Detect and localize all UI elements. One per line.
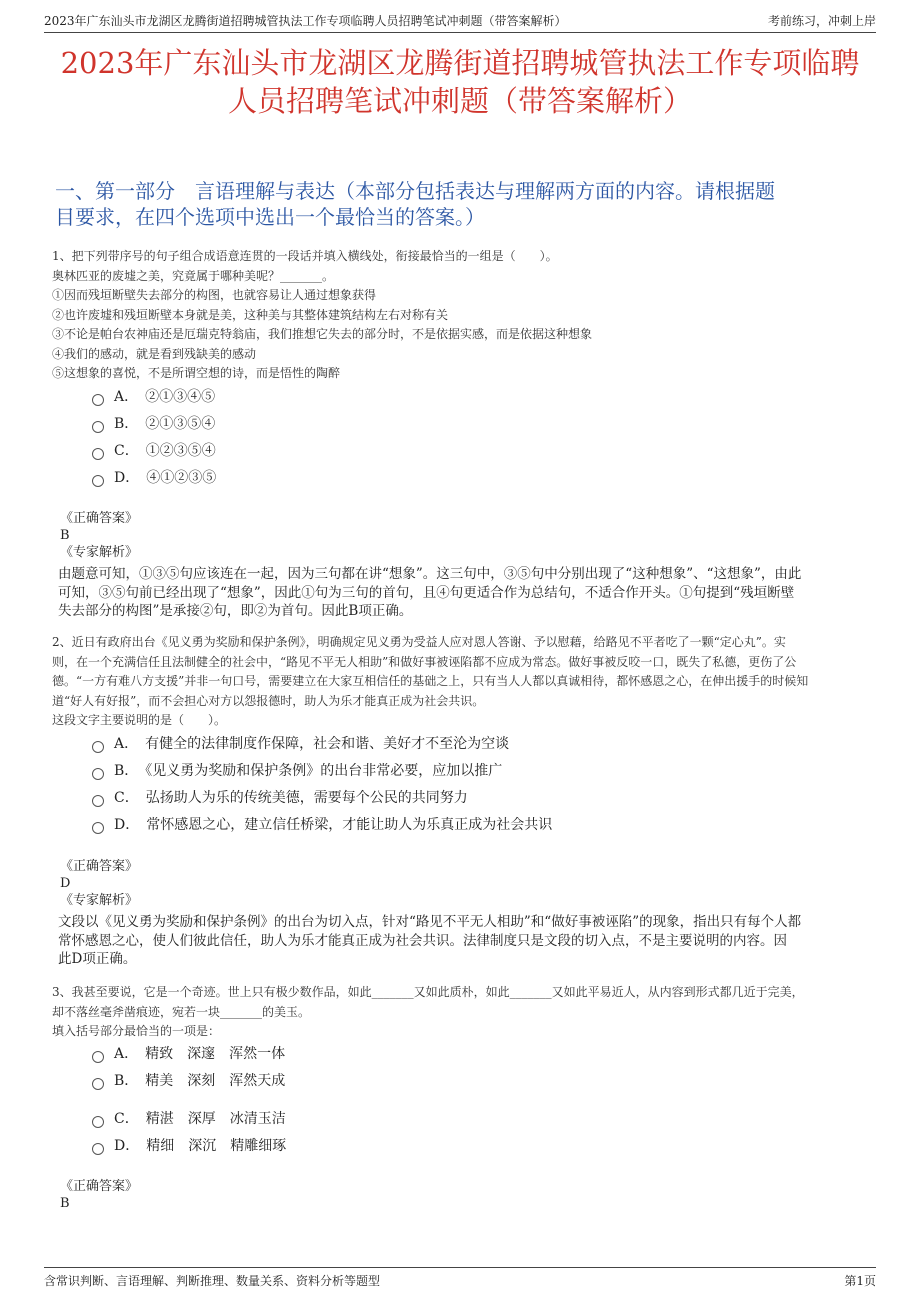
radio-icon[interactable] xyxy=(92,741,104,753)
question-2-line: 德。“一方有难八方支援”并非一句口号，需要建立在大家互相信任的基础之上，只有当人人都以真诚相待，都怀感恩之心，在伸出援手的时候知 xyxy=(52,674,809,688)
page-title xyxy=(44,44,876,120)
question-3-line: 填入括号部分最恰当的一项是： xyxy=(52,1024,221,1038)
question-1-line: 1、把下列带序号的句子组合成语意连贯的一段话并填入横线处，衔接最恰当的一组是（ ）。 xyxy=(52,249,558,263)
option-label: A． 精致 深邃 浑然一体 xyxy=(114,1046,286,1062)
question-3-line: 3、我甚至要说，它是一个奇迹。世上只有极少数作品，如此_______又如此质朴，如此_______又如此平易近人，从内容到形式都几近于完美， xyxy=(52,985,804,999)
question-2-stem xyxy=(52,633,882,731)
question-1-line: ②也许废墟和残垣断壁本身就是美，这种美与其整体建筑结构左右对称有关 xyxy=(52,307,449,322)
answer-value: B xyxy=(60,528,70,543)
question-2-line: 则，在一个充满信任且法制健全的社会中，“路见不平无人相助”和做好事被诬陷都不应成为常态。做好事被反咬一口，既失了私德，更伤了公 xyxy=(52,654,797,669)
question-3-option-c[interactable] xyxy=(92,1108,286,1128)
option-label: C． ①②③⑤④ xyxy=(114,443,216,459)
question-2-option-b[interactable] xyxy=(92,760,502,780)
option-label: B． 《见义勇为奖励和保护条例》的出台非常必要，应加以推广 xyxy=(114,763,503,779)
footer-divider xyxy=(44,1267,876,1268)
question-1-line: ①因而残垣断壁失去部分的构图，也就容易让人通过想象获得 xyxy=(52,288,377,302)
header-doc-title: 2023年广东汕头市龙湖区龙腾街道招聘城管执法工作专项临聘人员招聘笔试冲刺题（带答案解析） xyxy=(44,14,567,28)
answer-label: 《正确答案》 xyxy=(60,511,139,526)
page-title-line-2: 人员招聘笔试冲刺题（带答案解析） xyxy=(227,84,692,118)
question-1-option-b[interactable] xyxy=(92,413,215,433)
option-label: A． 有健全的法律制度作保障，社会和谐、美好才不至沦为空谈 xyxy=(114,736,510,752)
option-label: B． ②①③⑤④ xyxy=(114,416,216,432)
question-1-option-c[interactable] xyxy=(92,440,216,460)
question-3-option-d[interactable] xyxy=(92,1135,286,1155)
question-1-option-d[interactable] xyxy=(92,467,216,487)
explanation-label: 《专家解析》 xyxy=(60,893,139,908)
radio-icon[interactable] xyxy=(92,1143,104,1155)
answer-value: B xyxy=(60,1196,70,1211)
question-3-option-a[interactable] xyxy=(92,1043,285,1063)
question-1-line: ⑤这想象的喜悦，不是所谓空想的诗，而是悟性的陶醉 xyxy=(52,366,341,380)
radio-icon[interactable] xyxy=(92,1051,104,1063)
radio-icon[interactable] xyxy=(92,822,104,834)
question-3-line: 却不落丝毫斧凿痕迹，宛若一块_______的美玉。 xyxy=(52,1004,311,1019)
option-label: C． 精湛 深厚 冰清玉洁 xyxy=(114,1111,286,1127)
section-heading-line-2: 目要求，在四个选项中选出一个最恰当的答案。） xyxy=(55,205,485,229)
question-1-explanation xyxy=(58,565,873,621)
option-label: C． 弘扬助人为乐的传统美德，需要每个公民的共同努力 xyxy=(114,790,468,806)
explanation-line: 由题意可知，①③⑤句应该连在一起，因为三句都在讲“想象”。这三句中，③⑤句中分别出现了“这种想象”、“这想象”，由此 xyxy=(58,566,802,582)
header-slogan: 考前练习，冲刺上岸 xyxy=(767,14,876,28)
answer-label: 《正确答案》 xyxy=(60,1179,139,1194)
question-2-line: 道“好人有好报”，而不会担心对方以怨报德时，助人为乐才能真正成为社会共识。 xyxy=(52,693,485,708)
question-1-stem xyxy=(52,247,882,384)
radio-icon[interactable] xyxy=(92,1116,104,1128)
radio-icon[interactable] xyxy=(92,768,104,780)
radio-icon[interactable] xyxy=(92,421,104,433)
section-heading xyxy=(55,178,875,230)
question-1-option-a[interactable] xyxy=(92,386,215,406)
question-1-answer xyxy=(60,510,880,561)
radio-icon[interactable] xyxy=(92,795,104,807)
question-2-line: 2、近日有政府出台《见义勇为奖励和保护条例》，明确规定见义勇为受益人应对恩人答谢、予以慰藉，给路见不平者吃了一颗“定心丸”。实 xyxy=(52,635,786,649)
question-2-option-d[interactable] xyxy=(92,814,552,834)
question-3-answer xyxy=(60,1178,880,1212)
answer-value: D xyxy=(60,876,71,891)
question-2-line: 这段文字主要说明的是（ ）。 xyxy=(52,713,227,727)
page-title-line-1: 2023年广东汕头市龙湖区龙腾街道招聘城管执法工作专项临聘 xyxy=(60,46,860,80)
question-1-line: ③不论是帕台农神庙还是厄瑞克特翁庙，我们推想它失去的部分时，不是依据实感，而是依据这种想象 xyxy=(52,327,593,341)
question-2-option-c[interactable] xyxy=(92,787,468,807)
explanation-line: 常怀感恩之心，使人们彼此信任，助人为乐才能真正成为社会共识。法律制度只是文段的切入点，不是主要说明的内容。因 xyxy=(58,932,787,949)
explanation-line: 失去部分的构图”是承接②句，即②为首句。因此B项正确。 xyxy=(58,603,413,619)
explanation-line: 此D项正确。 xyxy=(58,951,137,967)
question-2-explanation xyxy=(58,913,873,969)
question-3-option-b[interactable] xyxy=(92,1070,285,1090)
question-2-answer xyxy=(60,858,880,909)
option-label: D． 常怀感恩之心，建立信任桥梁，才能让助人为乐真正成为社会共识 xyxy=(114,817,553,833)
header-divider xyxy=(44,32,876,33)
question-3-stem xyxy=(52,983,882,1042)
radio-icon[interactable] xyxy=(92,394,104,406)
question-1-line: 奥林匹亚的废墟之美，究竟属于哪种美呢？_______。 xyxy=(52,268,335,283)
radio-icon[interactable] xyxy=(92,475,104,487)
question-2-option-a[interactable] xyxy=(92,733,509,753)
answer-label: 《正确答案》 xyxy=(60,859,139,874)
radio-icon[interactable] xyxy=(92,1078,104,1090)
explanation-line: 可知，③⑤句前已经出现了“想象”，因此①句为三句的首句，且④句更适合作为总结句，不适合作开头。①句提到“残垣断壁 xyxy=(58,584,795,601)
option-label: A． ②①③④⑤ xyxy=(114,389,216,405)
explanation-label: 《专家解析》 xyxy=(60,545,139,560)
page-number: 第1页 xyxy=(844,1274,876,1288)
radio-icon[interactable] xyxy=(92,448,104,460)
question-1-line: ④我们的感动，就是看到残缺美的感动 xyxy=(52,346,257,361)
option-label: D． 精细 深沉 精雕细琢 xyxy=(114,1138,287,1154)
explanation-line: 文段以《见义勇为奖励和保护条例》的出台为切入点，针对“路见不平无人相助”和“做好事被诬陷”的现象，指出只有每个人都 xyxy=(58,914,802,930)
option-label: D． ④①②③⑤ xyxy=(114,470,217,486)
option-label: B． 精美 深刻 浑然天成 xyxy=(114,1073,286,1089)
footer-note: 含常识判断、言语理解、判断推理、数量关系、资料分析等题型 xyxy=(44,1274,381,1288)
section-heading-line-1: 一、第一部分 言语理解与表达（本部分包括表达与理解两方面的内容。请根据题 xyxy=(55,179,775,203)
